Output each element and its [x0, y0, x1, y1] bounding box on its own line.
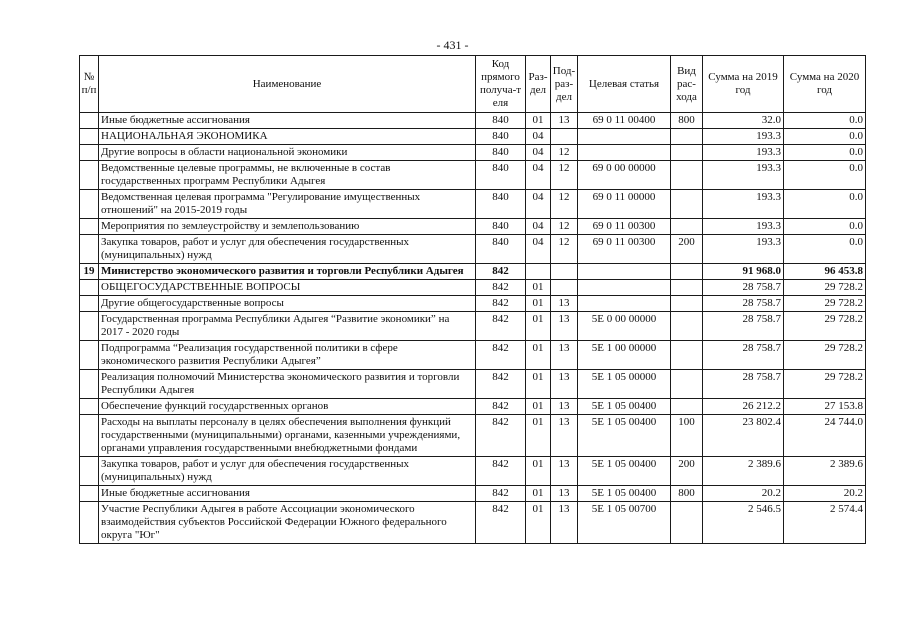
- cell-name: Другие вопросы в области национальной экономики: [99, 145, 476, 161]
- cell-razdel: [526, 264, 551, 280]
- cell-num: [80, 129, 99, 145]
- cell-sum2019: 28 758.7: [703, 370, 784, 399]
- cell-vid: 100: [671, 415, 703, 457]
- cell-name: Закупка товаров, работ и услуг для обеспечения государственных (муниципальных) нужд: [99, 235, 476, 264]
- cell-kod: 842: [476, 415, 526, 457]
- header-podrazdel: Под- раз- дел: [551, 56, 578, 113]
- table-row: [80, 486, 866, 502]
- cell-num: [80, 502, 99, 544]
- cell-num: [80, 235, 99, 264]
- cell-celevaya: 69 0 11 00000: [578, 190, 671, 219]
- table-row: [80, 415, 866, 457]
- cell-name: Иные бюджетные ассигнования: [99, 113, 476, 129]
- cell-celevaya: 5Е 1 05 00700: [578, 502, 671, 544]
- cell-sum2020: 2 574.4: [784, 502, 866, 544]
- cell-vid: [671, 145, 703, 161]
- table-row: [80, 370, 866, 399]
- cell-podrazdel: 13: [551, 341, 578, 370]
- cell-kod: 840: [476, 161, 526, 190]
- cell-kod: 842: [476, 457, 526, 486]
- cell-sum2019: 193.3: [703, 235, 784, 264]
- cell-podrazdel: 13: [551, 486, 578, 502]
- cell-sum2019: 28 758.7: [703, 280, 784, 296]
- cell-podrazdel: [551, 264, 578, 280]
- cell-podrazdel: 13: [551, 113, 578, 129]
- cell-razdel: 04: [526, 219, 551, 235]
- table-row: [80, 457, 866, 486]
- cell-razdel: 04: [526, 145, 551, 161]
- table-row: [80, 280, 866, 296]
- table-row: [80, 296, 866, 312]
- cell-sum2019: 193.3: [703, 219, 784, 235]
- cell-podrazdel: 13: [551, 296, 578, 312]
- cell-vid: [671, 219, 703, 235]
- cell-num: [80, 341, 99, 370]
- cell-kod: 842: [476, 296, 526, 312]
- cell-celevaya: 69 0 00 00000: [578, 161, 671, 190]
- cell-sum2019: 20.2: [703, 486, 784, 502]
- cell-podrazdel: 12: [551, 235, 578, 264]
- cell-vid: [671, 502, 703, 544]
- cell-podrazdel: 13: [551, 457, 578, 486]
- cell-kod: 842: [476, 312, 526, 341]
- cell-sum2020: 29 728.2: [784, 370, 866, 399]
- cell-sum2020: 0.0: [784, 235, 866, 264]
- cell-sum2019: 32.0: [703, 113, 784, 129]
- cell-celevaya: 5Е 1 05 00000: [578, 370, 671, 399]
- cell-podrazdel: 13: [551, 415, 578, 457]
- cell-razdel: 01: [526, 370, 551, 399]
- cell-sum2019: 193.3: [703, 129, 784, 145]
- cell-name: Иные бюджетные ассигнования: [99, 486, 476, 502]
- cell-name: Ведомственные целевые программы, не включенные в состав государственных программ Республики Адыгея: [99, 161, 476, 190]
- table-row: [80, 145, 866, 161]
- cell-sum2019: 2 546.5: [703, 502, 784, 544]
- cell-sum2019: 193.3: [703, 190, 784, 219]
- cell-celevaya: 69 0 11 00400: [578, 113, 671, 129]
- cell-num: [80, 370, 99, 399]
- table-header-row: [80, 56, 866, 113]
- cell-celevaya: 69 0 11 00300: [578, 219, 671, 235]
- cell-kod: 842: [476, 370, 526, 399]
- cell-sum2020: 0.0: [784, 161, 866, 190]
- cell-vid: [671, 341, 703, 370]
- cell-name: Участие Республики Адыгея в работе Ассоциации экономического взаимодействия субъектов Российской Федерации Южного федерального округа "Юг": [99, 502, 476, 544]
- cell-num: [80, 296, 99, 312]
- cell-name: Обеспечение функций государственных органов: [99, 399, 476, 415]
- cell-celevaya: 5Е 1 05 00400: [578, 486, 671, 502]
- cell-podrazdel: [551, 280, 578, 296]
- cell-vid: [671, 370, 703, 399]
- cell-sum2019: 28 758.7: [703, 312, 784, 341]
- cell-kod: 842: [476, 341, 526, 370]
- cell-podrazdel: 13: [551, 312, 578, 341]
- cell-celevaya: [578, 280, 671, 296]
- cell-num: [80, 312, 99, 341]
- cell-sum2020: 29 728.2: [784, 312, 866, 341]
- budget-table: [79, 55, 866, 544]
- cell-kod: 840: [476, 145, 526, 161]
- cell-razdel: 04: [526, 235, 551, 264]
- cell-sum2019: 193.3: [703, 161, 784, 190]
- cell-name: Министерство экономического развития и торговли Республики Адыгея: [99, 264, 476, 280]
- cell-kod: 840: [476, 129, 526, 145]
- header-razdel: Раз- дел: [526, 56, 551, 113]
- cell-name: Мероприятия по землеустройству и землепользованию: [99, 219, 476, 235]
- cell-celevaya: 5Е 0 00 00000: [578, 312, 671, 341]
- header-sum2019: Сумма на 2019 год: [703, 56, 784, 113]
- cell-razdel: 04: [526, 190, 551, 219]
- cell-vid: [671, 190, 703, 219]
- cell-celevaya: 5Е 1 05 00400: [578, 457, 671, 486]
- table-row: [80, 190, 866, 219]
- cell-sum2019: 23 802.4: [703, 415, 784, 457]
- table-row: [80, 235, 866, 264]
- cell-kod: 842: [476, 280, 526, 296]
- cell-sum2019: 2 389.6: [703, 457, 784, 486]
- cell-podrazdel: 12: [551, 219, 578, 235]
- cell-razdel: 01: [526, 341, 551, 370]
- cell-sum2020: 0.0: [784, 219, 866, 235]
- cell-name: Реализация полномочий Министерства экономического развития и торговли Республики Адыгея: [99, 370, 476, 399]
- cell-razdel: 01: [526, 296, 551, 312]
- cell-podrazdel: 12: [551, 190, 578, 219]
- cell-sum2020: 29 728.2: [784, 296, 866, 312]
- cell-razdel: 01: [526, 457, 551, 486]
- table-row: [80, 129, 866, 145]
- cell-vid: [671, 161, 703, 190]
- cell-razdel: 01: [526, 113, 551, 129]
- cell-sum2019: 28 758.7: [703, 296, 784, 312]
- cell-vid: 200: [671, 235, 703, 264]
- cell-vid: [671, 280, 703, 296]
- cell-name: Ведомственная целевая программа "Регулирование имущественных отношений" на 2015-2019 годы: [99, 190, 476, 219]
- cell-razdel: 01: [526, 280, 551, 296]
- cell-kod: 840: [476, 219, 526, 235]
- cell-vid: [671, 264, 703, 280]
- cell-podrazdel: 12: [551, 161, 578, 190]
- cell-celevaya: [578, 264, 671, 280]
- header-celevaya: Целевая статья: [578, 56, 671, 113]
- cell-razdel: 01: [526, 486, 551, 502]
- cell-sum2020: 24 744.0: [784, 415, 866, 457]
- cell-num: [80, 457, 99, 486]
- table-row: [80, 264, 866, 280]
- cell-num: [80, 161, 99, 190]
- cell-kod: 840: [476, 235, 526, 264]
- table-row: [80, 161, 866, 190]
- table-body: [80, 113, 866, 544]
- cell-razdel: 01: [526, 502, 551, 544]
- cell-sum2020: 2 389.6: [784, 457, 866, 486]
- header-name: Наименование: [99, 56, 476, 113]
- cell-vid: [671, 129, 703, 145]
- cell-kod: 840: [476, 113, 526, 129]
- cell-sum2020: 29 728.2: [784, 280, 866, 296]
- header-num: № п/п: [80, 56, 99, 113]
- cell-sum2019: 26 212.2: [703, 399, 784, 415]
- cell-podrazdel: 13: [551, 399, 578, 415]
- cell-vid: 800: [671, 486, 703, 502]
- cell-name: Подпрограмма “Реализация государственной политики в сфере экономического развития Республики Адыгея”: [99, 341, 476, 370]
- cell-sum2020: 0.0: [784, 190, 866, 219]
- cell-celevaya: 5Е 1 00 00000: [578, 341, 671, 370]
- cell-num: [80, 486, 99, 502]
- cell-sum2020: 0.0: [784, 145, 866, 161]
- table-row: [80, 399, 866, 415]
- header-vid: Вид рас- хода: [671, 56, 703, 113]
- cell-celevaya: 5Е 1 05 00400: [578, 399, 671, 415]
- cell-razdel: 04: [526, 129, 551, 145]
- cell-celevaya: [578, 129, 671, 145]
- cell-sum2019: 91 968.0: [703, 264, 784, 280]
- cell-num: [80, 219, 99, 235]
- cell-kod: 842: [476, 486, 526, 502]
- table-row: [80, 312, 866, 341]
- cell-razdel: 01: [526, 312, 551, 341]
- cell-num: [80, 415, 99, 457]
- cell-podrazdel: 13: [551, 502, 578, 544]
- cell-sum2019: 28 758.7: [703, 341, 784, 370]
- cell-kod: 840: [476, 190, 526, 219]
- cell-num: [80, 145, 99, 161]
- cell-kod: 842: [476, 264, 526, 280]
- cell-vid: [671, 399, 703, 415]
- header-sum2020: Сумма на 2020 год: [784, 56, 866, 113]
- cell-sum2020: 0.0: [784, 129, 866, 145]
- cell-vid: [671, 296, 703, 312]
- cell-vid: 200: [671, 457, 703, 486]
- table-row: [80, 113, 866, 129]
- cell-vid: 800: [671, 113, 703, 129]
- cell-num: [80, 190, 99, 219]
- cell-celevaya: [578, 145, 671, 161]
- cell-num: [80, 113, 99, 129]
- cell-name: Государственная программа Республики Адыгея “Развитие экономики” на 2017 - 2020 годы: [99, 312, 476, 341]
- table-row: [80, 219, 866, 235]
- cell-vid: [671, 312, 703, 341]
- cell-num: 19: [80, 264, 99, 280]
- cell-sum2020: 27 153.8: [784, 399, 866, 415]
- page-number: - 431 -: [436, 38, 469, 52]
- cell-kod: 842: [476, 502, 526, 544]
- cell-name: НАЦИОНАЛЬНАЯ ЭКОНОМИКА: [99, 129, 476, 145]
- cell-podrazdel: 13: [551, 370, 578, 399]
- cell-num: [80, 280, 99, 296]
- cell-celevaya: 69 0 11 00300: [578, 235, 671, 264]
- cell-sum2020: 20.2: [784, 486, 866, 502]
- cell-name: Закупка товаров, работ и услуг для обеспечения государственных (муниципальных) нужд: [99, 457, 476, 486]
- cell-razdel: 04: [526, 161, 551, 190]
- cell-sum2020: 29 728.2: [784, 341, 866, 370]
- cell-sum2019: 193.3: [703, 145, 784, 161]
- cell-kod: 842: [476, 399, 526, 415]
- cell-name: Расходы на выплаты персоналу в целях обеспечения выполнения функций государственными (муниципальными) органами, казенными учреждениями, органами управления государственными внебюджетными фондами: [99, 415, 476, 457]
- cell-podrazdel: [551, 129, 578, 145]
- cell-razdel: 01: [526, 415, 551, 457]
- cell-razdel: 01: [526, 399, 551, 415]
- cell-podrazdel: 12: [551, 145, 578, 161]
- table-row: [80, 502, 866, 544]
- header-kod: Код прямого получа-т еля: [476, 56, 526, 113]
- cell-num: [80, 399, 99, 415]
- cell-name: ОБЩЕГОСУДАРСТВЕННЫЕ ВОПРОСЫ: [99, 280, 476, 296]
- cell-sum2020: 96 453.8: [784, 264, 866, 280]
- cell-name: Другие общегосударственные вопросы: [99, 296, 476, 312]
- cell-celevaya: [578, 296, 671, 312]
- table-row: [80, 341, 866, 370]
- cell-celevaya: 5Е 1 05 00400: [578, 415, 671, 457]
- cell-sum2020: 0.0: [784, 113, 866, 129]
